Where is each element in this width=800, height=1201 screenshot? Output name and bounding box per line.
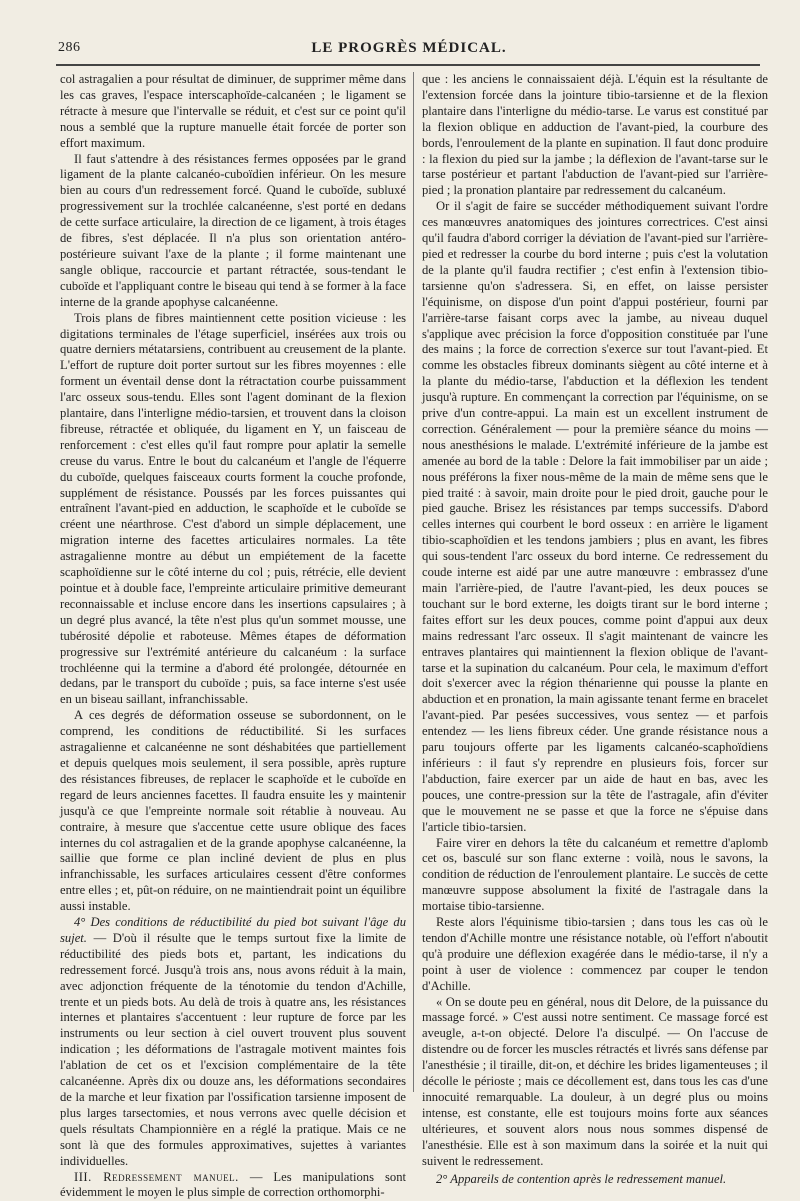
paragraph: Il faut s'attendre à des résistances fermes opposées par le grand ligament de la plante calcanéo-cuboïdien inférieur. On les mesure bien au cours d'un redressement forcé. Quand le cuboïde, subluxé progressivement sur la trochlée calcanéenne, s'est porté en dedans de cette surface articulaire, la direction de ce ligament, à trois étages de fibres, s'est déplacée. Il n'a plus son orientation antéro-postérieure suivant l'axe de la plante ; il forme maintenant une sangle oblique, raccourcie et partant rétractée, sous-tendant le cuboïde et l'appliquant contre le biseau qui tend à se former à la face interne de la grande apophyse calcanéenne.: [60, 151, 406, 309]
paragraph: col astragalien a pour résultat de diminuer, de supprimer même dans les cas graves, l'espace interscaphoïde-calcanéen ; le ligament se rétracte à mesure que l'intervalle se réduit, et c'est sur ce point qu'il nous a semblé que la rupture manuelle était forcée de porter son effort maximum.: [60, 72, 406, 150]
paragraph: « On se doute peu en général, nous dit Delore, de la puissance du massage forcé. » C'est aussi notre sentiment. Ce massage forcé est aveugle, a-t-on objecté. Delore l'a disculpé. — On l'accuse de distendre ou de forcer les muscles rétractés et livrés sans défense par l'anesthésie ; il tiraille, dit-on, et déchire les brides ligamenteuses ; il décolle le périoste ; mais ce décollement est, dans tous les cas d'une innocuité remarquable. La douleur, à un degré plus ou moins intense, est constante, elle est toujours moins forte aux séances ultérieures, et souvent alors nous nous sommes dispensé de l'anesthésie. Elle est à son maximum dans la soirée et la nuit qui suivent le redressement.: [422, 994, 768, 1168]
paragraph-section-iii: [60, 1170, 406, 1201]
sub-heading: 2° Appareils de contention après le redressement manuel.: [436, 1171, 727, 1186]
header-rule: [56, 64, 760, 66]
paragraph: Or il s'agit de faire se succéder méthodiquement suivant l'ordre ces manœuvres anatomiques des jointures correctrices. C'est ainsi qu'il faudra d'abord corriger la déviation de l'avant-pied sur l'arrière-pied et redresser la courbe du bord interne ; puis c'est la volutation de la plante qu'il faudra rectifier ; c'est enfin à l'extension tibio-tarsienne qu'on s'adressera. Si, en effet, on laisse persister l'équinisme, on dispose d'un point d'appui postérieur, fourni par l'arrière-tarse faisant corps avec la jambe, au niveau duquel s'applique avec précision la force d'opposition constituée par l'une des mains ; la force de correction s'exerce sur tout l'avant-pied. Et comme les obstacles fibreux dominants siègent au côté interne et à la plante du médio-tarse, l'abduction et la déflexion les tendent jusqu'à rupture. En commençant la correction par l'équinisme, on se prive d'un contre-appui. La main est un excellent instrument de correction. Généralement — pour la première séance du moins — nous anesthésions le malade. L'extrémité inférieure de la jambe est amenée au bord de la table : Delore la fait immobiliser par un aide ; nous préférons la fixer nous-même de la main de même sens que le pied traité : à savoir, main droite pour le pied droit, gauche pour le pied gauche. Brisez les résistances par temps successifs. D'abord celles internes qui courbent le bord osseux : en arrière le ligament tibio-scaphoïdien et les tendons jambiers ; plus en avant, les fibres qui sous-tendent l'arc osseux du bord interne. Ce redressement du coude interne est aidé par une autre manœuvre : embrassez d'une main l'arrière-pied, de l'autre l'avant-pied, les deux pouces se touchant sur le bord externe, les doigts tirant sur le bord interne ; faites effort sur les deux pouces, comme point d'appui aux deux mains redressant l'arc osseux. Il s'agit maintenant de vaincre les entraves plantaires qui maintiennent la flexion oblique de l'avant-tarse et la supination du calcanéum. Pour cela, le maximum d'effort doit s'exercer avec la région thénarienne qui pousse la plante en abduction et en pronation, la main agissante tenant ferme en bracelet l'avant-pied. Par pesées successives, vous sentez — et parfois entendez — les liens fibreux céder. Une grande résistance nous a paru toujours offerte par les ligaments calcanéo-scaphoïdiens inférieurs : il faut s'y reprendre en plusieurs fois, forcer sur l'abduction, faire exercer par un aide de haut en bas, avec les pouces, une contre-pression sur la tête de l'astragale, afin d'éviter que le mouvement ne se passe et que la force ne s'épuise dans l'article tibio-tarsien.: [422, 199, 768, 834]
paragraph: Reste alors l'équinisme tibio-tarsien ; dans tous les cas où le tendon d'Achille montre une résistance notable, où l'effort n'aboutit qu'à produire une déflexion exagérée dans le médio-tarse, il n'y a point à user de violence : commencez par couper le tendon d'Achille.: [422, 915, 768, 993]
page-number: 286: [58, 40, 81, 55]
paragraph: Faire virer en dehors la tête du calcanéum et remettre d'aplomb cet os, basculé sur son flanc externe : voilà, nous le savons, la condition de réduction de l'enroulement plantaire. Le succès de cette manœuvre suppose absolument la fixité de l'astragale dans la mortaise tibio-tarsienne.: [422, 835, 768, 914]
section-heading: III. Redressement manuel.: [74, 1169, 239, 1184]
column-divider: [413, 72, 414, 1092]
paragraph-section-4: [60, 915, 406, 1170]
page-header: [58, 34, 760, 58]
left-column: [60, 72, 406, 1200]
running-title: LE PROGRÈS MÉDICAL.: [311, 40, 507, 56]
section-heading: 4° Des conditions de réductibilité du pied bot suivant l'âge du sujet.: [60, 915, 406, 945]
section-text: — D'où il résulte que le temps surtout fixe la limite de réductibilité des pieds bots et, partant, les indications du redressement forcé. Jusqu'à trois ans, nous avons réduit à la main, avec adjonction fréquente de la ténotomie du tendon d'Achille, trente et un pieds bots. Au delà de trois à quatre ans, les résistances internes et plantaires s'accentuent : leur rupture de force par les instruments ou leur section à ciel ouvert trouvent plus souvent indication ; les déformations de l'astragale motivent maintes fois l'ablation de cet os et l'excision complémentaire de la tête calcanéenne. Après dix ou douze ans, les déformations secondaires de la marche et leur fixation par l'ossification tarsienne imposent de plus larges tarsectomies, et nous verrons avec quelle décision et quels résultats Championnière en a réglé la pratique. Mais ce ne sont là que des formules approximatives, sujettes à variantes individuelles.: [60, 930, 406, 1168]
paragraph: que : les anciens le connaissaient déjà. L'équin est la résultante de l'extension forcée dans la jointure tibio-tarsienne et de la flexion plantaire dans l'interligne du médio-tarse. Le varus est constitué par la flexion oblique en adduction de l'avant-pied, la courbure des bords, l'enroulement de la plante en supination. Il faut donc produire : la flexion du pied sur la jambe ; la déflexion de l'avant-tarse sur le tarse postérieur et partant l'abduction de l'avant-pied sur l'arrière-pied ; la pronation plantaire par redressement du calcanéum.: [422, 72, 768, 198]
right-column: [422, 72, 768, 1186]
section-text: — Les manipulations sont évidemment le moyen le plus simple de correction orthomorphi-: [60, 1169, 406, 1200]
paragraph: Trois plans de fibres maintiennent cette position vicieuse : les digitations terminales de l'étage superficiel, insérées aux trois ou quatre derniers métatarsiens, contribuent au creusement de la plante. L'effort de rupture doit porter surtout sur les fibres moyennes : elle forment un éventail dense dont la rétractation courbe puissamment l'arc osseux sous-tendu. Elles sont l'agent dominant de la flexion plantaire, dans l'interligne médio-tarsien, et trouvent dans la cloison fibreuse, rétractée et obliquée, du ligament en Y, un faisceau de renforcement : c'est elles qu'il faut rompre pour aplatir la semelle creuse du varus. Entre le bout du calcanéum et l'angle de l'équerre du cuboïde, quelques faisceaux courts forment la couche profonde, supplément de résistance. Poussés par les forces puissantes qui entraînent l'avant-pied en adduction, le scaphoïde et le cuboïde se créent une néarthrose. C'est d'abord un simple déplacement, une migration interne des facettes articulaires normales. La tête astragalienne montre au début un empiétement de la facette scaphoïdienne sur le côté interne du col ; puis, rétrécie, elle devient pointue et à double face, l'empreinte articulaire primitive demeurant reconnaissable et incluse encore dans les insertions capsulaires ; à un degré plus avancé, la tête n'est plus qu'un sommet mousse, une tubérosité dépolie et raboteuse. Mêmes étapes de déformation progressive sur l'extrémité antérieure du calcanéum : la surface trochléenne qui la termine a d'abord été prolongée, détournée en dedans, par le transport du cuboïde ; puis, sa face interne s'est usée en un biseau saillant, infranchissable.: [60, 310, 406, 707]
paragraph: A ces degrés de déformation osseuse se subordonnent, on le comprend, les conditions de réductibilité. Si les surfaces astragalienne et calcanéenne ne sont déshabitées que partiellement et depuis quelques mois seulement, il sera possible, après rupture des résistances fibreuses, de replacer le scaphoïde et le cuboïde en regard de leurs anciennes facettes. Il faudra ensuite les y maintenir jusqu'à ce que l'empreinte normale soit rétablie à nouveau. Au contraire, à mesure que s'accentue cette usure oblique des faces internes du col astragalien et de la grande apophyse calcanéenne, la saillie que forme ce plan incliné devient de plus en plus infranchissable, les surfaces articulaires cessent d'être conformes entre elles ; et, pût-on réduire, on ne maintiendrait point un équilibre aussi instable.: [60, 708, 406, 914]
